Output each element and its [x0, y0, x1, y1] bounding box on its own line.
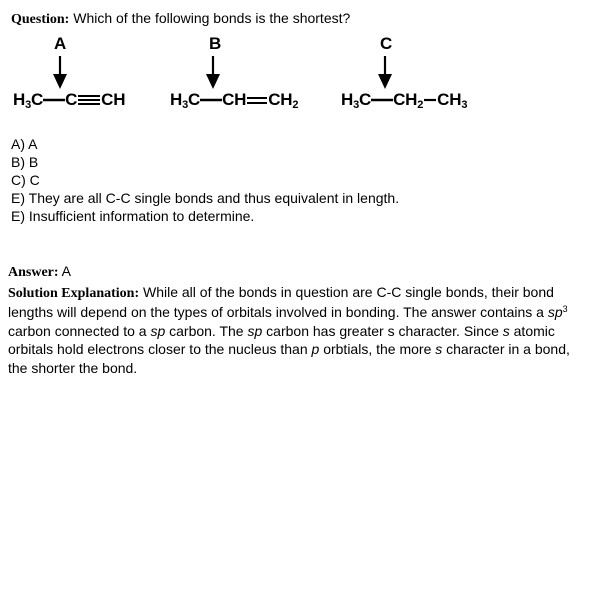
- answer-block: [8, 262, 592, 377]
- bond-label-a: A: [54, 34, 67, 53]
- choice-b: B) B: [11, 154, 39, 170]
- molecule-a: $H_3C$ C CH: [13, 90, 126, 111]
- bond-label-c: C: [380, 34, 393, 53]
- molecule-b: $H_3C$ CH $CH_2$: [170, 90, 299, 111]
- bond-arrow-c-icon: [377, 56, 393, 90]
- question-line: [11, 10, 350, 28]
- single-bond-icon: [371, 97, 393, 103]
- bond-label-b: B: [209, 34, 222, 53]
- answer-line: [8, 262, 592, 283]
- molecule-c: $H_3C$ $CH_2$ $CH_3$: [341, 90, 468, 111]
- solution-explanation: Solution Explanation: While all of the bonds in question are C-C single bonds, their bond lengths will depend on the types of orbitals involved in bonding. The answer contains a $sp^3$ carbon connected to a sp carbon. The sp carbon has greater s character. Since s atomic orbitals hold electrons closer to the nucleus than p orbtials, the more s character in a bond, the shorter the bond.: [8, 283, 570, 376]
- answer-value: A: [61, 263, 72, 279]
- question-text: Which of the following bonds is the shortest?: [73, 10, 351, 26]
- answer-choices: [11, 135, 399, 225]
- question-label: Question:: [11, 12, 70, 27]
- answer-label: Answer:: [8, 265, 59, 280]
- explanation-label: Solution Explanation:: [8, 285, 140, 301]
- bond-arrow-a-icon: [52, 56, 68, 90]
- triple-bond-icon: [77, 94, 101, 106]
- choice-a: A) A: [11, 136, 38, 152]
- choice-e-equivalent: E) They are all C-C single bonds and thus equivalent in length.: [11, 190, 400, 206]
- choice-e-insufficient: E) Insufficient information to determine.: [11, 208, 255, 224]
- bond-arrow-b-icon: [205, 56, 221, 90]
- choice-c: C) C: [11, 172, 40, 188]
- single-bond-icon: [423, 97, 437, 103]
- single-bond-icon: [200, 97, 222, 103]
- double-bond-icon: [246, 95, 268, 105]
- single-bond-icon: [43, 97, 65, 103]
